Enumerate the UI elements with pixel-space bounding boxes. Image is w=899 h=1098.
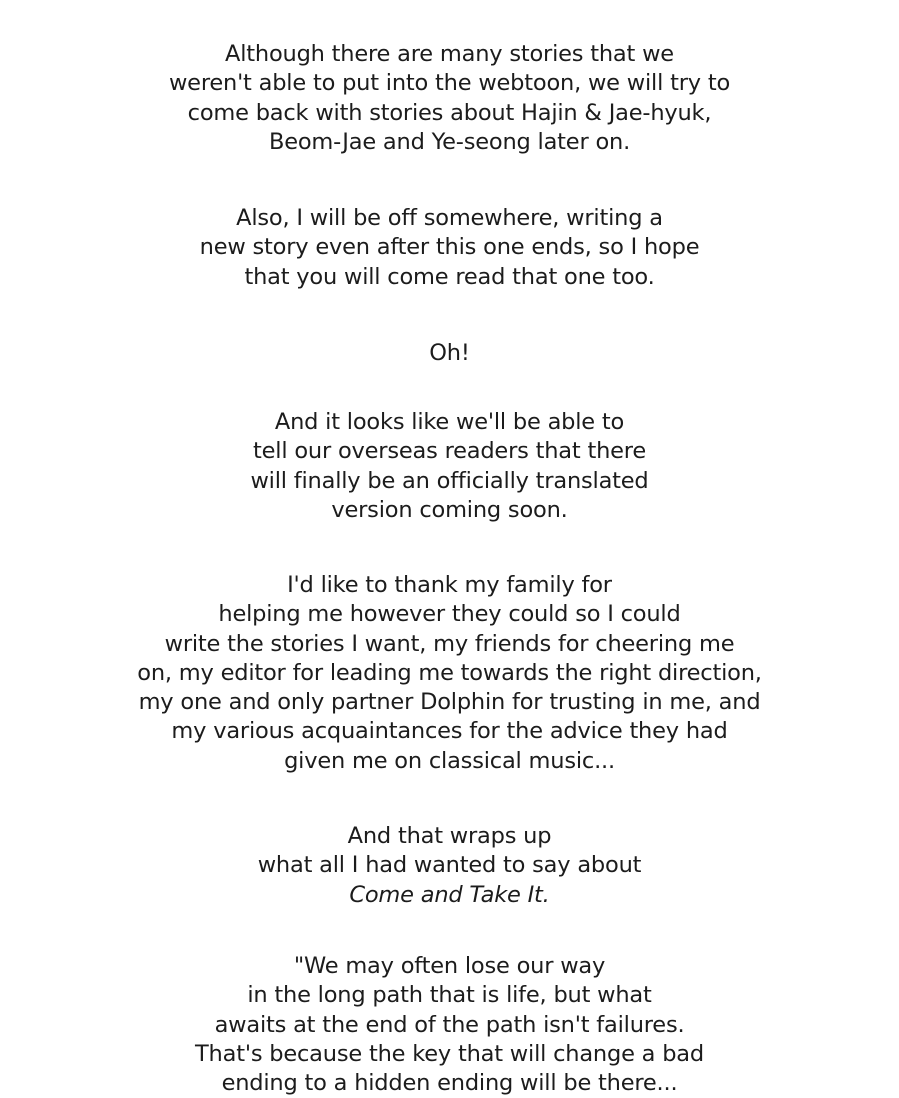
text-line: in the long path that is life, but what: [247, 982, 652, 1009]
text-line: on, my editor for leading me towards the right direction,: [137, 659, 762, 686]
text-line: Although there are many stories that we: [225, 41, 674, 67]
paragraph-closing-quote: [0, 952, 899, 1098]
work-title: Come and Take It.: [349, 881, 550, 908]
paragraph-acknowledgements: [0, 571, 899, 776]
text-line: "We may often lose our way: [293, 953, 606, 979]
text-line: ending to a hidden ending will be there...: [221, 1070, 678, 1097]
text-line: tell our overseas readers that there: [253, 438, 646, 465]
paragraph-official-translation: [0, 408, 899, 525]
paragraph-new-story: [0, 204, 899, 292]
text-line: my various acquaintances for the advice they had: [171, 718, 728, 745]
paragraph-exclamation: [0, 339, 899, 368]
text-line: my one and only partner Dolphin for trusting in me, and: [138, 689, 761, 716]
text-line: And it looks like we'll be able to: [274, 409, 625, 435]
paragraph-wrap-up: [0, 822, 899, 910]
text-line: weren't able to put into the webtoon, we will try to: [168, 70, 731, 97]
text-line: I'd like to thank my family for: [287, 572, 612, 598]
text-line: awaits at the end of the path isn't failures.: [214, 1011, 685, 1038]
text-line: will finally be an officially translated: [250, 467, 649, 494]
text-line: Beom-Jae and Ye-seong later on.: [268, 128, 631, 155]
text-line: write the stories I want, my friends for cheering me: [164, 630, 735, 657]
text-line: what all I had wanted to say about: [257, 852, 642, 879]
text-line: come back with stories about Hajin & Jae-hyuk,: [187, 99, 712, 126]
text-line: that you will come read that one too.: [244, 263, 655, 290]
text-line: Also, I will be off somewhere, writing a: [236, 205, 663, 231]
text-line: given me on classical music...: [284, 747, 615, 774]
text-line: new story even after this one ends, so I hope: [199, 234, 700, 261]
text-line: version coming soon.: [331, 496, 568, 523]
text-line: Oh!: [429, 340, 470, 366]
paragraph-stories-to-come: [0, 40, 899, 157]
text-line: And that wraps up: [347, 823, 552, 849]
text-line: helping me however they could so I could: [218, 601, 681, 628]
text-line: That's because the key that will change a bad: [195, 1040, 704, 1067]
